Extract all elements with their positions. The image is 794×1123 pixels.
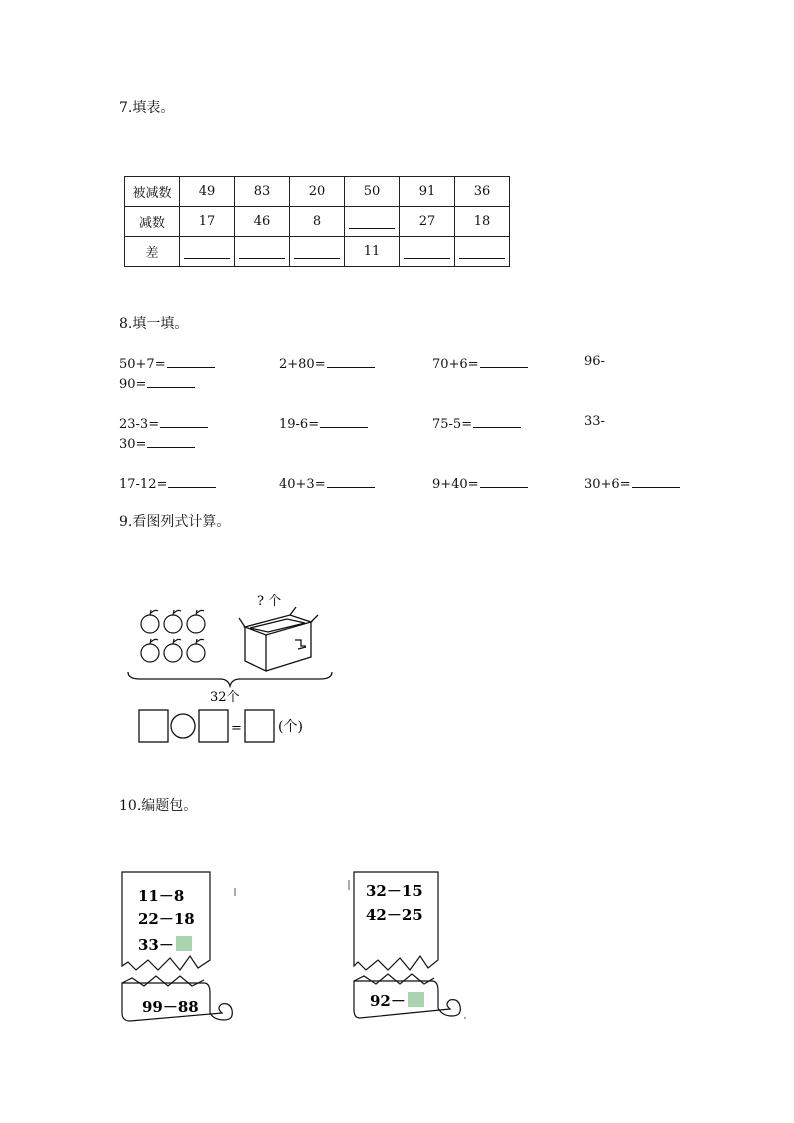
placeholder-square [176,936,192,951]
equation[interactable] [432,474,528,492]
equation [584,354,605,369]
equation-text: 2+80= [279,357,326,372]
equation[interactable] [119,474,216,492]
equation-text: 19-6= [279,417,320,432]
table-cell: 46 [235,207,290,237]
answer-box[interactable] [199,710,228,742]
equation[interactable] [432,414,521,432]
problem-bottom: 92－ [370,992,406,1010]
answer-blank-cell[interactable] [180,237,235,267]
table-cell: 17 [180,207,235,237]
table-cell: 49 [180,177,235,207]
equation-text: 9+40= [432,477,479,492]
answer-blank[interactable] [168,474,216,488]
equation-text: 17-12= [119,477,168,492]
table-cell: 18 [455,207,510,237]
answer-blank[interactable] [239,244,285,259]
q10-title: 10.编题包。 [119,798,198,814]
equation-wrap[interactable] [119,374,195,392]
equation-text: 30+6= [584,477,631,492]
equation[interactable] [279,354,375,372]
table-cell: 50 [345,177,400,207]
equation[interactable] [119,414,208,432]
answer-blank[interactable] [349,214,395,229]
placeholder-square [408,992,424,1007]
problem-line: 11－8 [138,887,185,905]
answer-blank[interactable] [404,244,450,259]
equation-wrap[interactable] [119,434,195,452]
operator-circle[interactable] [171,714,195,738]
table-cell: 27 [400,207,455,237]
table-row [125,237,510,267]
left-problem-card [118,868,248,1028]
apple-icon [141,610,205,662]
answer-blank[interactable] [320,414,368,428]
fill-table [124,176,510,267]
right-problem-card [346,868,471,1028]
answer-box[interactable] [139,710,168,742]
table-row [125,177,510,207]
problem-bottom: 99－88 [142,998,199,1016]
table-cell: 91 [400,177,455,207]
q7-title: 7.填表。 [119,100,175,116]
equals-sign: = [231,721,242,736]
answer-blank[interactable] [327,474,375,488]
answer-blank-cell[interactable] [455,237,510,267]
q9-title: 9.看图列式计算。 [119,514,231,530]
answer-blank[interactable] [480,354,528,368]
answer-blank-cell[interactable] [290,237,345,267]
equation[interactable] [279,474,375,492]
answer-blank[interactable] [327,354,375,368]
answer-blank[interactable] [160,414,208,428]
answer-blank-cell[interactable] [400,237,455,267]
problem-line: 33－ [138,936,174,954]
equation-text: 30= [119,437,147,452]
box-icon [239,607,318,671]
problem-line: 32－15 [366,882,423,900]
equation-text: 90= [119,377,147,392]
row-label: 被减数 [125,177,180,207]
table-row [125,207,510,237]
q9-figure [120,585,350,750]
equation-text: 96- [584,354,605,369]
table-cell: 11 [345,237,400,267]
problem-line: 42－25 [366,906,423,924]
equation-text: 50+7= [119,357,166,372]
row-label: 差 [125,237,180,267]
table-cell: 8 [290,207,345,237]
brace [128,672,332,686]
answer-blank-cell[interactable] [345,207,400,237]
equation[interactable] [279,414,368,432]
answer-blank[interactable] [147,374,195,388]
equation-text: 40+3= [279,477,326,492]
equation[interactable] [119,354,215,372]
answer-blank[interactable] [473,414,521,428]
equation[interactable] [584,474,680,492]
table-cell: 20 [290,177,345,207]
q8-title: 8.填一填。 [119,316,189,332]
equation-text: 70+6= [432,357,479,372]
question-label: ? 个 [257,594,282,609]
table-cell: 36 [455,177,510,207]
answer-blank[interactable] [147,434,195,448]
total-label: 32个 [210,690,240,705]
equation-text: 75-5= [432,417,473,432]
equation[interactable] [432,354,528,372]
answer-blank-cell[interactable] [235,237,290,267]
answer-blank[interactable] [480,474,528,488]
answer-blank[interactable] [294,244,340,259]
row-label: 减数 [125,207,180,237]
answer-blank[interactable] [632,474,680,488]
answer-blank[interactable] [167,354,215,368]
problem-line: 22－18 [138,910,195,928]
equation-text: 23-3= [119,417,160,432]
equation-text: 33- [584,414,605,429]
equation [584,414,605,429]
table-cell: 83 [235,177,290,207]
answer-box[interactable] [245,710,274,742]
unit-label: (个) [278,719,303,735]
answer-blank[interactable] [184,244,230,259]
answer-blank[interactable] [459,244,505,259]
